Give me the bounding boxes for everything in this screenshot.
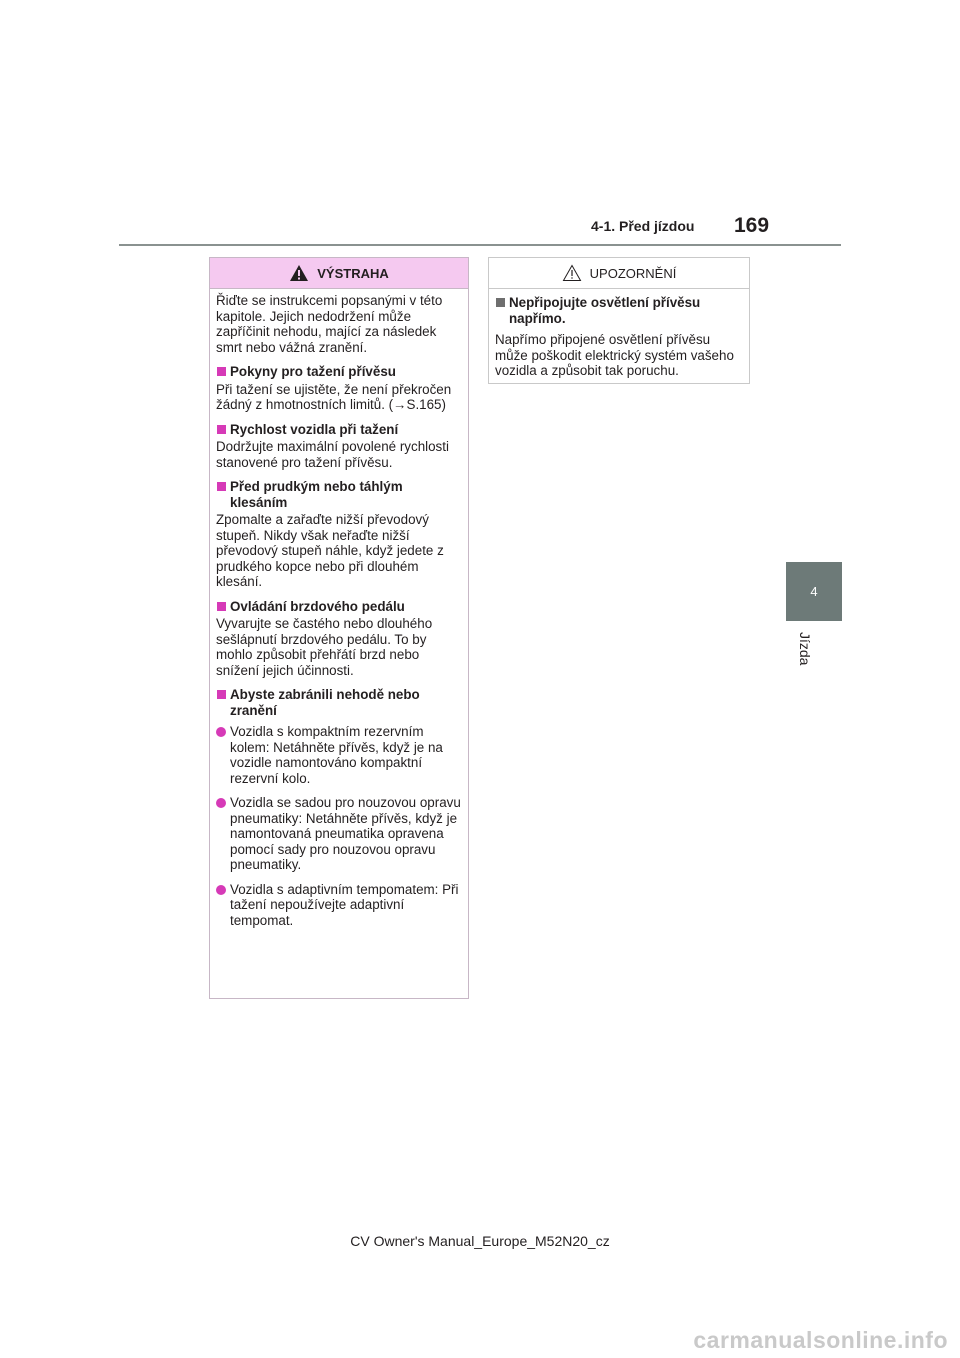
page-number: 169 [734,214,770,237]
list-item: Vozidla s adaptivním tempomatem: Při tažení nepoužívejte adaptivní tempomat. [216,882,462,929]
chapter-tab[interactable]: 4 [786,562,842,621]
caution-text: Napřímo připojené osvětlení přívěsu může poškodit elektrický systém vašeho vozidla a způsobit tak poruchu. [495,332,734,378]
caution-heading: Nepřipojujte osvětlení přívěsu napřímo. [495,295,743,326]
warning-heading: Rychlost vozidla při tažení [216,422,462,438]
square-bullet-icon [217,690,226,699]
warning-heading: Abyste zabránili nehodě nebo zranění [216,687,462,718]
round-bullet-icon [216,885,226,895]
warning-text: Zpomalte a zařaďte nižší převodový stupeň. Nikdy však neřaďte nižší převodový stupeň náhle, když jedete z prudkého kopce nebo při dlouhém klesání. [216,512,444,589]
section-title: 4-1. Před jízdou [591,218,695,234]
warning-heading: Pokyny pro tažení přívěsu [216,364,462,380]
chapter-label: Jízda [797,632,813,666]
round-bullet-icon [216,798,226,808]
warning-heading: Před prudkým nebo táhlým klesáním [216,479,462,510]
caution-title: UPOZORNĚNÍ [589,265,677,281]
warning-box [209,257,469,999]
list-item: Vozidla se sadou pro nouzovou opravu pneumatiky: Netáhněte přívěs, když je namontovaná pneumatika opravena pomocí sady pro nouzovou opravu pneumatiky. [216,795,462,873]
square-bullet-icon [217,602,226,611]
caution-content [489,289,749,379]
warning-text: Dodržujte maximální povolené rychlosti stanovené pro tažení přívěsu. [216,439,449,470]
square-bullet-icon [496,298,505,307]
warning-title: VÝSTRAHA [317,265,389,281]
warning-intro: Řiďte se instrukcemi popsanými v této kapitole. Jejich nedodržení může zapříčinit nehodu, mající za následek smrt nebo vážná zranění. [216,293,443,355]
header-divider [119,244,841,246]
square-bullet-icon [217,482,226,491]
warning-header [210,258,468,289]
warning-content [210,289,468,928]
caution-box [488,257,750,384]
warning-text: Vyvarujte se častého nebo dlouhého sešlápnutí brzdového pedálu. To by mohlo způsobit přehřátí brzd nebo snížení jejich účinnosti. [216,616,433,678]
list-item: Vozidla s kompaktním rezervním kolem: Netáhněte přívěs, když je na vozidle namontováno kompaktní rezervní kolo. [216,724,462,786]
square-bullet-icon [217,367,226,376]
caution-triangle-icon [562,264,582,282]
warning-heading: Ovládání brzdového pedálu [216,599,462,615]
square-bullet-icon [217,425,226,434]
caution-header [489,258,749,289]
warning-triangle-icon [289,264,309,282]
watermark: carmanualsonline.info [693,1327,948,1353]
round-bullet-icon [216,727,226,737]
warning-text: Při tažení se ujistěte, že není překročen žádný z hmotnostních limitů. (→S.165) [216,381,452,412]
footer-text: CV Owner's Manual_Europe_M52N20_cz [350,1233,610,1249]
